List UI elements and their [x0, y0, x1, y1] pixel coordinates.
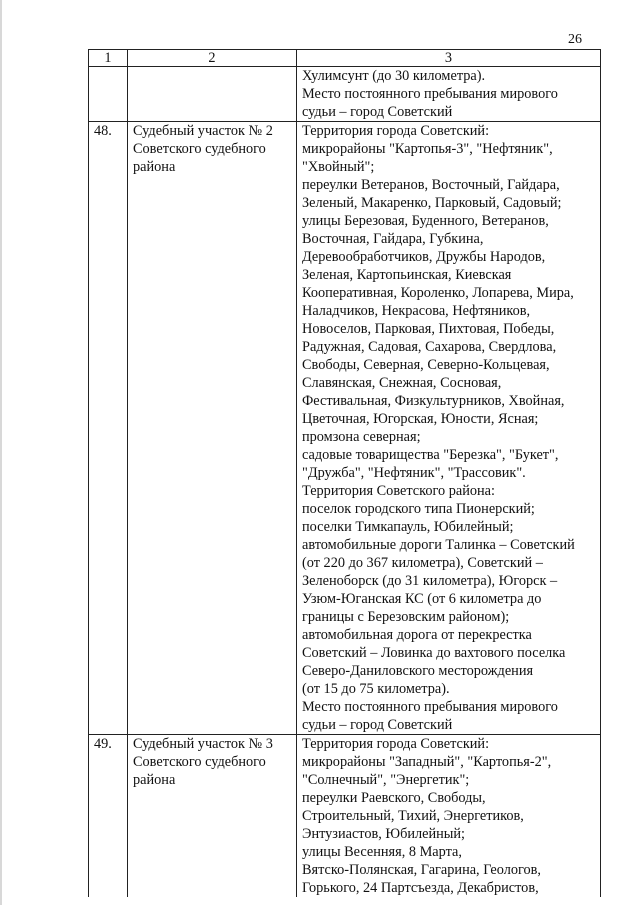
- table-row: [89, 122, 601, 735]
- table-row: [89, 735, 601, 898]
- territory-line: Место постоянного пребывания мирового: [302, 699, 558, 715]
- section-line: Судебный участок № 3: [133, 736, 273, 752]
- territory-line: Узюм-Юганская КС (от 6 километра до: [302, 591, 542, 607]
- territory-line: Восточная, Гайдара, Губкина,: [302, 231, 484, 247]
- continuation-section-cell: [128, 67, 297, 122]
- territory-line: Территория города Советский:: [302, 123, 490, 139]
- scan-edge: [0, 0, 2, 905]
- continuation-num-cell: [89, 67, 128, 122]
- territory-line: Кооперативная, Короленко, Лопарева, Мира,: [302, 285, 574, 301]
- territory-line: промзона северная;: [302, 429, 421, 445]
- section-line: Советского судебного: [133, 141, 266, 157]
- territory-line: микрорайоны "Картопья-3", "Нефтяник",: [302, 141, 553, 157]
- territory-line: улицы Весенняя, 8 Марта,: [302, 844, 462, 860]
- territory-line: микрорайоны "Западный", "Картопья-2",: [302, 754, 552, 770]
- table-header-row: [89, 50, 601, 67]
- territory-line: границы с Березовским районом);: [302, 609, 510, 625]
- territory-line: "Дружба", "Нефтяник", "Трассовик".: [302, 465, 526, 481]
- section-line: Судебный участок № 2: [133, 123, 273, 139]
- territory-line: Славянская, Снежная, Сосновая,: [302, 375, 502, 391]
- territory-line: Энтузиастов, Юбилейный;: [302, 826, 466, 842]
- territory-line: поселок городского типа Пионерский;: [302, 501, 535, 517]
- territory-line: Цветочная, Югорская, Юности, Ясная;: [302, 411, 539, 427]
- territory-line: Хулимсунт (до 30 километра).: [302, 68, 486, 84]
- territory-line: судьи – город Советский: [302, 104, 453, 120]
- territory-line: поселки Тимкапауль, Юбилейный;: [302, 519, 514, 535]
- territory-line: Территория города Советский:: [302, 736, 490, 752]
- territory-cell: [297, 735, 601, 898]
- continuation-territory-cell: [297, 67, 601, 122]
- row-number: 48.: [89, 122, 128, 735]
- territory-line: автомобильная дорога от перекрестка: [302, 627, 532, 643]
- territory-line: (от 220 до 367 километра), Советский –: [302, 555, 543, 571]
- territory-line: автомобильные дороги Талинка – Советский: [302, 537, 575, 553]
- territory-line: Зеленая, Картопьинская, Киевская: [302, 267, 512, 283]
- row-number: 49.: [89, 735, 128, 898]
- territory-line: Деревообработчиков, Дружбы Народов,: [302, 249, 546, 265]
- section-line: Советского судебного: [133, 754, 266, 770]
- column-header-3: 3: [297, 50, 601, 67]
- territory-line: садовые товарищества "Березка", "Букет",: [302, 447, 559, 463]
- territory-cell: [297, 122, 601, 735]
- territory-line: Фестивальная, Физкультурников, Хвойная,: [302, 393, 565, 409]
- continuation-row: [89, 67, 601, 122]
- territory-line: Советский – Ловинка до вахтового поселка: [302, 645, 566, 661]
- page-number: 26: [568, 32, 582, 47]
- section-line: района: [133, 772, 176, 788]
- territory-line: переулки Раевского, Свободы,: [302, 790, 486, 806]
- territory-line: судьи – город Советский: [302, 717, 453, 733]
- territory-line: Вятско-Полянская, Гагарина, Геологов,: [302, 862, 541, 878]
- territory-line: Территория Советского района:: [302, 483, 495, 499]
- territory-line: Наладчиков, Некрасова, Нефтяников,: [302, 303, 531, 319]
- territory-line: Радужная, Садовая, Сахарова, Свердлова,: [302, 339, 557, 355]
- territory-line: Строительный, Тихий, Энергетиков,: [302, 808, 524, 824]
- territory-line: "Хвойный";: [302, 159, 375, 175]
- territory-line: (от 15 до 75 километра).: [302, 681, 450, 697]
- territory-line: Зеленоборск (до 31 километра), Югорск –: [302, 573, 558, 589]
- column-header-1: 1: [89, 50, 128, 67]
- territory-line: Новоселов, Парковая, Пихтовая, Победы,: [302, 321, 555, 337]
- column-header-2: 2: [128, 50, 297, 67]
- territory-line: переулки Ветеранов, Восточный, Гайдара,: [302, 177, 560, 193]
- territory-line: "Солнечный", "Энергетик";: [302, 772, 470, 788]
- section-name-cell: [128, 122, 297, 735]
- section-line: района: [133, 159, 176, 175]
- territory-line: Горького, 24 Партсъезда, Декабристов,: [302, 880, 539, 896]
- territory-line: Свободы, Северная, Северно-Кольцевая,: [302, 357, 550, 373]
- court-sections-table: [88, 49, 601, 897]
- territory-line: Место постоянного пребывания мирового: [302, 86, 558, 102]
- territory-line: Северо-Даниловского месторождения: [302, 663, 534, 679]
- section-name-cell: [128, 735, 297, 898]
- territory-line: улицы Березовая, Буденного, Ветеранов,: [302, 213, 549, 229]
- territory-line: Зеленый, Макаренко, Парковый, Садовый;: [302, 195, 562, 211]
